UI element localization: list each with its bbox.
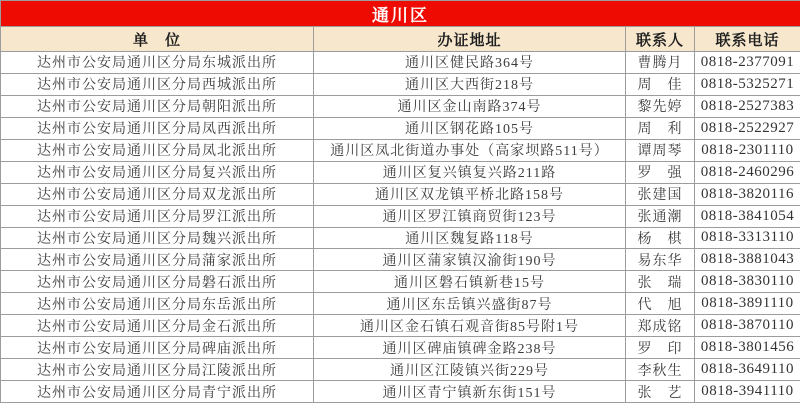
address-cell: 通川区魏复路118号 [314, 227, 626, 249]
address-cell: 通川区东岳镇兴盛街87号 [314, 293, 626, 315]
district-title-row [1, 1, 800, 27]
unit-cell: 达州市公安局通川区分局磐石派出所 [1, 271, 314, 293]
address-cell: 通川区双龙镇平桥北路158号 [314, 183, 626, 205]
table-row [1, 73, 800, 95]
unit-cell: 达州市公安局通川区分局蒲家派出所 [1, 249, 314, 271]
address-cell: 通川区健民路364号 [314, 52, 626, 74]
table-row [1, 95, 800, 117]
unit-cell: 达州市公安局通川区分局魏兴派出所 [1, 227, 314, 249]
column-header-address: 办证地址 [314, 27, 626, 52]
table-row [1, 381, 800, 403]
column-header-phone: 联系电话 [695, 27, 800, 52]
unit-cell: 达州市公安局通川区分局东城派出所 [1, 52, 314, 74]
address-cell: 通川区凤北街道办事处（高家坝路511号） [314, 139, 626, 161]
table-row [1, 359, 800, 381]
unit-cell: 达州市公安局通川区分局东岳派出所 [1, 293, 314, 315]
phone-cell: 0818-3649110 [695, 359, 800, 381]
contact-cell: 李秋生 [626, 359, 695, 381]
contact-cell: 张通潮 [626, 205, 695, 227]
phone-cell: 0818-3841054 [695, 205, 800, 227]
contact-cell: 曹腾月 [626, 52, 695, 74]
phone-cell: 0818-3891110 [695, 293, 800, 315]
table-row [1, 337, 800, 359]
contact-cell: 谭周琴 [626, 139, 695, 161]
phone-cell: 0818-2377091 [695, 52, 800, 74]
address-cell: 通川区碑庙镇碑金路238号 [314, 337, 626, 359]
contact-cell: 罗 强 [626, 161, 695, 183]
address-cell: 通川区金山南路374号 [314, 95, 626, 117]
table-row [1, 271, 800, 293]
phone-cell: 0818-3313110 [695, 227, 800, 249]
contact-cell: 周 利 [626, 117, 695, 139]
unit-cell: 达州市公安局通川区分局凤北派出所 [1, 139, 314, 161]
table-row [1, 315, 800, 337]
contact-cell: 黎先婷 [626, 95, 695, 117]
contact-cell: 张 瑞 [626, 271, 695, 293]
unit-cell: 达州市公安局通川区分局凤西派出所 [1, 117, 314, 139]
phone-cell: 0818-3820116 [695, 183, 800, 205]
phone-cell: 0818-2460296 [695, 161, 800, 183]
table-row [1, 161, 800, 183]
phone-cell: 0818-5325271 [695, 73, 800, 95]
unit-cell: 达州市公安局通川区分局西城派出所 [1, 73, 314, 95]
phone-cell: 0818-2527383 [695, 95, 800, 117]
unit-cell: 达州市公安局通川区分局复兴派出所 [1, 161, 314, 183]
address-cell: 通川区大西街218号 [314, 73, 626, 95]
table-body [1, 52, 800, 403]
address-cell: 通川区青宁镇新东街151号 [314, 381, 626, 403]
phone-cell: 0818-2522927 [695, 117, 800, 139]
unit-cell: 达州市公安局通川区分局碑庙派出所 [1, 337, 314, 359]
table-row [1, 183, 800, 205]
phone-cell: 0818-3830110 [695, 271, 800, 293]
contact-cell: 郑成铭 [626, 315, 695, 337]
address-cell: 通川区蒲家镇汉渝街190号 [314, 249, 626, 271]
contact-cell: 周 佳 [626, 73, 695, 95]
table-row [1, 293, 800, 315]
address-cell: 通川区江陵镇兴街229号 [314, 359, 626, 381]
contact-cell: 罗 印 [626, 337, 695, 359]
table-row [1, 205, 800, 227]
column-header-row [1, 27, 800, 52]
unit-cell: 达州市公安局通川区分局江陵派出所 [1, 359, 314, 381]
contact-cell: 代 旭 [626, 293, 695, 315]
table-row [1, 227, 800, 249]
contact-cell: 杨 棋 [626, 227, 695, 249]
district-title: 通川区 [1, 1, 800, 27]
address-cell: 通川区复兴镇复兴路211路 [314, 161, 626, 183]
column-header-contact: 联系人 [626, 27, 695, 52]
phone-cell: 0818-3870110 [695, 315, 800, 337]
unit-cell: 达州市公安局通川区分局青宁派出所 [1, 381, 314, 403]
address-cell: 通川区金石镇石观音街85号附1号 [314, 315, 626, 337]
address-cell: 通川区罗江镇商贸街123号 [314, 205, 626, 227]
unit-cell: 达州市公安局通川区分局双龙派出所 [1, 183, 314, 205]
phone-cell: 0818-3881043 [695, 249, 800, 271]
contact-cell: 张 艺 [626, 381, 695, 403]
table-row [1, 117, 800, 139]
table-row [1, 249, 800, 271]
address-cell: 通川区钢花路105号 [314, 117, 626, 139]
unit-cell: 达州市公安局通川区分局罗江派出所 [1, 205, 314, 227]
unit-cell: 达州市公安局通川区分局朝阳派出所 [1, 95, 314, 117]
phone-cell: 0818-3801456 [695, 337, 800, 359]
unit-cell: 达州市公安局通川区分局金石派出所 [1, 315, 314, 337]
address-cell: 通川区磐石镇新巷15号 [314, 271, 626, 293]
table-row [1, 139, 800, 161]
column-header-unit: 单 位 [1, 27, 314, 52]
contact-cell: 易东华 [626, 249, 695, 271]
table-row [1, 52, 800, 74]
phone-cell: 0818-2301110 [695, 139, 800, 161]
contact-cell: 张建国 [626, 183, 695, 205]
phone-cell: 0818-3941110 [695, 381, 800, 403]
